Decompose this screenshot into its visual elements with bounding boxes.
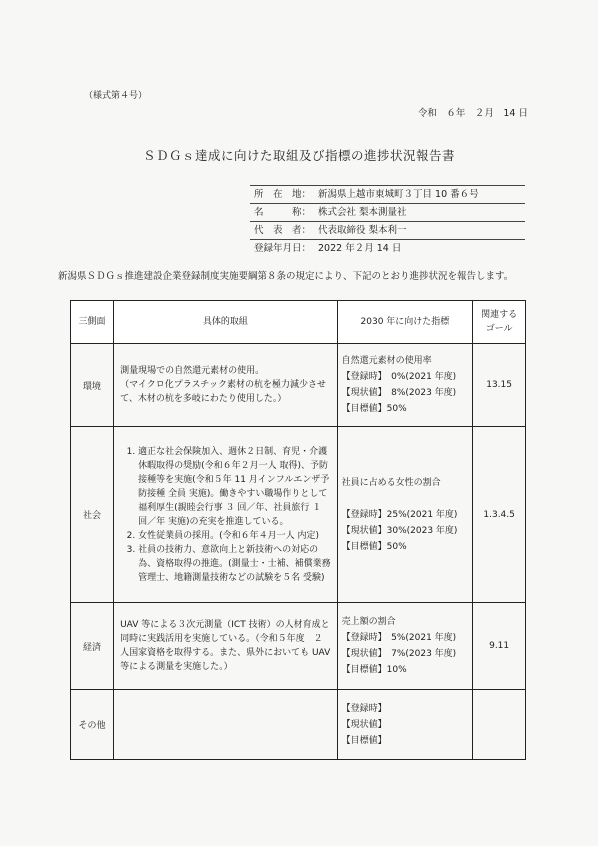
header-goal-line2: ゴール xyxy=(485,324,513,334)
metric-line: 【登録時】25%(2021 年度) xyxy=(341,509,458,520)
detail-text: （マイクロ化プラスチック素材の杭を極力減少させて、木材の杭を多岐にわたり使用した。） xyxy=(120,380,327,404)
metric-line: 【登録時】 xyxy=(341,703,387,714)
goal-cell: 9.11 xyxy=(473,603,526,690)
metric-cell xyxy=(337,427,473,603)
list-item: 3. 社員の技術力、意欲向上と新技術への対応の為、資格取得の推進。(測量士・士補、補償業務管理士、地籍測量技術などの試験を５名 受験) xyxy=(138,543,331,585)
metric-line: 【目標値】50% xyxy=(341,541,407,552)
info-label: 所 在 地： xyxy=(254,189,312,200)
info-label: 名 称： xyxy=(254,207,312,218)
list-item: 1. 適正な社会保険加入、週休２日制、育児・介護休暇取得の奨励(令和６年２月一人 取得)、予防接種等を実施(令和５年 11 月インフルエンザ予防接種 全員 実施)。働きやすい職場作りとして福利厚生(親睦会行事 ３ 回／年、社員旅行 １ 回／年 実施)の充実を推進している。 xyxy=(138,445,331,529)
form-number: （様式第４号） xyxy=(84,91,148,101)
header-aspect: 三側面 xyxy=(71,301,114,344)
table-row xyxy=(71,603,526,690)
company-info xyxy=(250,185,525,257)
metric-cell xyxy=(337,690,473,760)
table-header-row xyxy=(71,301,526,344)
table-row xyxy=(71,690,526,760)
goal-cell xyxy=(473,690,526,760)
info-value: 株式会社 梨本測量社 xyxy=(318,207,407,218)
info-row-representative xyxy=(250,222,525,240)
detail-cell xyxy=(114,603,338,690)
metric-line xyxy=(342,491,469,507)
metric-cell xyxy=(337,344,473,427)
metric-line: 【目標値】50% xyxy=(341,404,407,414)
detail-text: 測量現場での自然還元素材の使用。 xyxy=(120,366,265,376)
info-value: 代表取締役 梨本利一 xyxy=(318,225,407,236)
info-label: 登録年月日： xyxy=(254,243,312,254)
detail-text: UAV 等による３次元測量（ICT 技術）の人材育成と同時に実践活用を実施している。（令和５年度 ２人国家資格を取得する。また、県外においても UAV 等による測量を実施した。） xyxy=(120,620,331,672)
goal-cell: 13.15 xyxy=(473,344,526,427)
metric-line: 【登録時】 5%(2021 年度) xyxy=(341,633,457,643)
aspect-cell: その他 xyxy=(71,690,114,760)
header-metric: 2030 年に向けた指標 xyxy=(337,301,473,344)
metric-line: 【目標値】 xyxy=(341,735,387,746)
info-row-address xyxy=(250,185,525,204)
detail-cell xyxy=(114,427,338,603)
metric-line: 【現状値】 7%(2023 年度) xyxy=(341,649,457,659)
goal-cell: 1.3.4.5 xyxy=(473,427,526,603)
info-value: 新潟県上越市東城町３丁目 10 番６号 xyxy=(318,189,479,200)
progress-table xyxy=(70,300,526,760)
metric-line: 社員に占める女性の割合 xyxy=(341,477,441,488)
detail-cell xyxy=(114,344,338,427)
list-item: 2. 女性従業員の採用。(令和６年４月一人 内定) xyxy=(138,529,331,543)
header-detail: 具体的取組 xyxy=(114,301,338,344)
metric-line: 【現状値】 xyxy=(341,719,387,730)
info-label: 代 表 者： xyxy=(254,225,312,236)
info-row-name xyxy=(250,204,525,222)
metric-line: 【目標値】10% xyxy=(341,665,407,675)
metric-line: 売上額の割合 xyxy=(341,617,396,627)
aspect-cell: 経済 xyxy=(71,603,114,690)
aspect-cell: 環境 xyxy=(71,344,114,427)
table-row xyxy=(71,344,526,427)
metric-line: 【現状値】30%(2023 年度) xyxy=(341,525,458,536)
metric-line: 自然還元素材の使用率 xyxy=(341,356,432,366)
table-row xyxy=(71,427,526,603)
info-value: 2022 年２月 14 日 xyxy=(318,243,402,254)
report-date: 令和 ６年 ２月 14 日 xyxy=(417,108,528,119)
header-goal xyxy=(473,301,526,344)
metric-line: 【現状値】 8%(2023 年度) xyxy=(341,388,457,398)
metric-cell xyxy=(337,603,473,690)
metric-line: 【登録時】 0%(2021 年度) xyxy=(341,372,457,382)
aspect-cell: 社会 xyxy=(71,427,114,603)
intro-text: 新潟県ＳＤＧｓ推進建設企業登録制度実施要綱第８条の規定により、下記のとおり進捗状況を報告します。 xyxy=(58,271,514,282)
header-goal-line1: 関連する xyxy=(481,310,518,320)
info-row-registration-date xyxy=(250,240,525,257)
document-title: ＳＤＧｓ達成に向けた取組及び指標の進捗状況報告書 xyxy=(142,148,455,163)
detail-cell xyxy=(114,690,338,760)
detail-list xyxy=(120,445,331,585)
